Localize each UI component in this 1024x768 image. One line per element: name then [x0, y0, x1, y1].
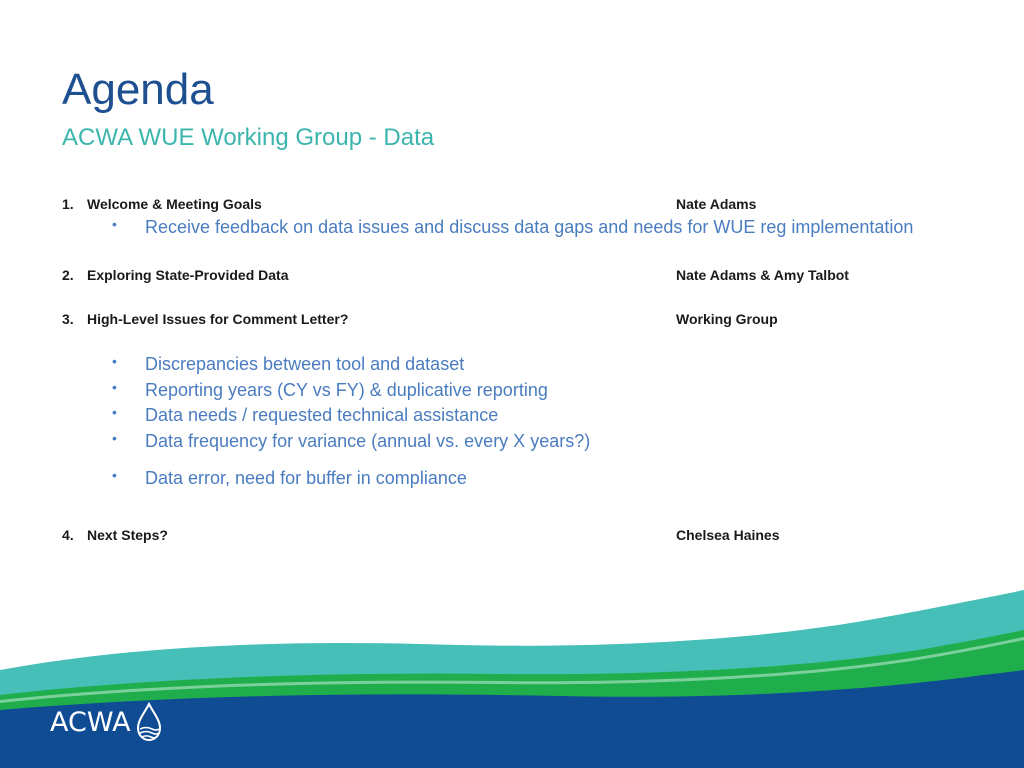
bullet-icon: • [112, 216, 117, 232]
agenda-item-topic: Welcome & Meeting Goals [87, 196, 262, 212]
logo-text: ACWA [50, 706, 131, 738]
bullet-icon: • [112, 467, 117, 483]
agenda-item-presenter: Nate Adams & Amy Talbot [676, 267, 849, 283]
bullet-icon: • [112, 379, 117, 395]
agenda-item-1 [62, 196, 962, 214]
bullet-text: Data error, need for buffer in compliance [145, 468, 467, 488]
agenda-item-presenter: Chelsea Haines [676, 527, 780, 543]
agenda-item-number: 2. [62, 267, 74, 283]
agenda-item-presenter: Nate Adams [676, 196, 757, 212]
bullet-icon: • [112, 430, 117, 446]
bullet-text: Data needs / requested technical assistance [145, 405, 499, 425]
bullet-icon: • [112, 404, 117, 420]
page-subtitle: ACWA WUE Working Group - Data [62, 124, 435, 151]
bullet-icon: • [112, 353, 117, 369]
water-drop-icon [134, 702, 164, 742]
agenda-item-number: 3. [62, 311, 74, 327]
agenda-item-topic: Next Steps? [87, 527, 168, 543]
agenda-item-topic: High-Level Issues for Comment Letter? [87, 311, 349, 327]
agenda-item-topic: Exploring State-Provided Data [87, 267, 289, 283]
page-title: Agenda [62, 65, 214, 114]
agenda-item-2 [62, 267, 962, 285]
agenda-item-3 [62, 311, 962, 329]
agenda-item-number: 1. [62, 196, 74, 212]
bullet-text: Reporting years (CY vs FY) & duplicative reporting [145, 380, 548, 400]
bullet-text: Data frequency for variance (annual vs. every X years?) [145, 431, 591, 451]
agenda-item-presenter: Working Group [676, 311, 778, 327]
bullet-text: Receive feedback on data issues and discuss data gaps and needs for WUE reg implementation [145, 217, 914, 237]
agenda-item-4 [62, 527, 962, 545]
agenda-item-number: 4. [62, 527, 74, 543]
bullet-text: Discrepancies between tool and dataset [145, 354, 465, 374]
acwa-logo [50, 702, 164, 742]
